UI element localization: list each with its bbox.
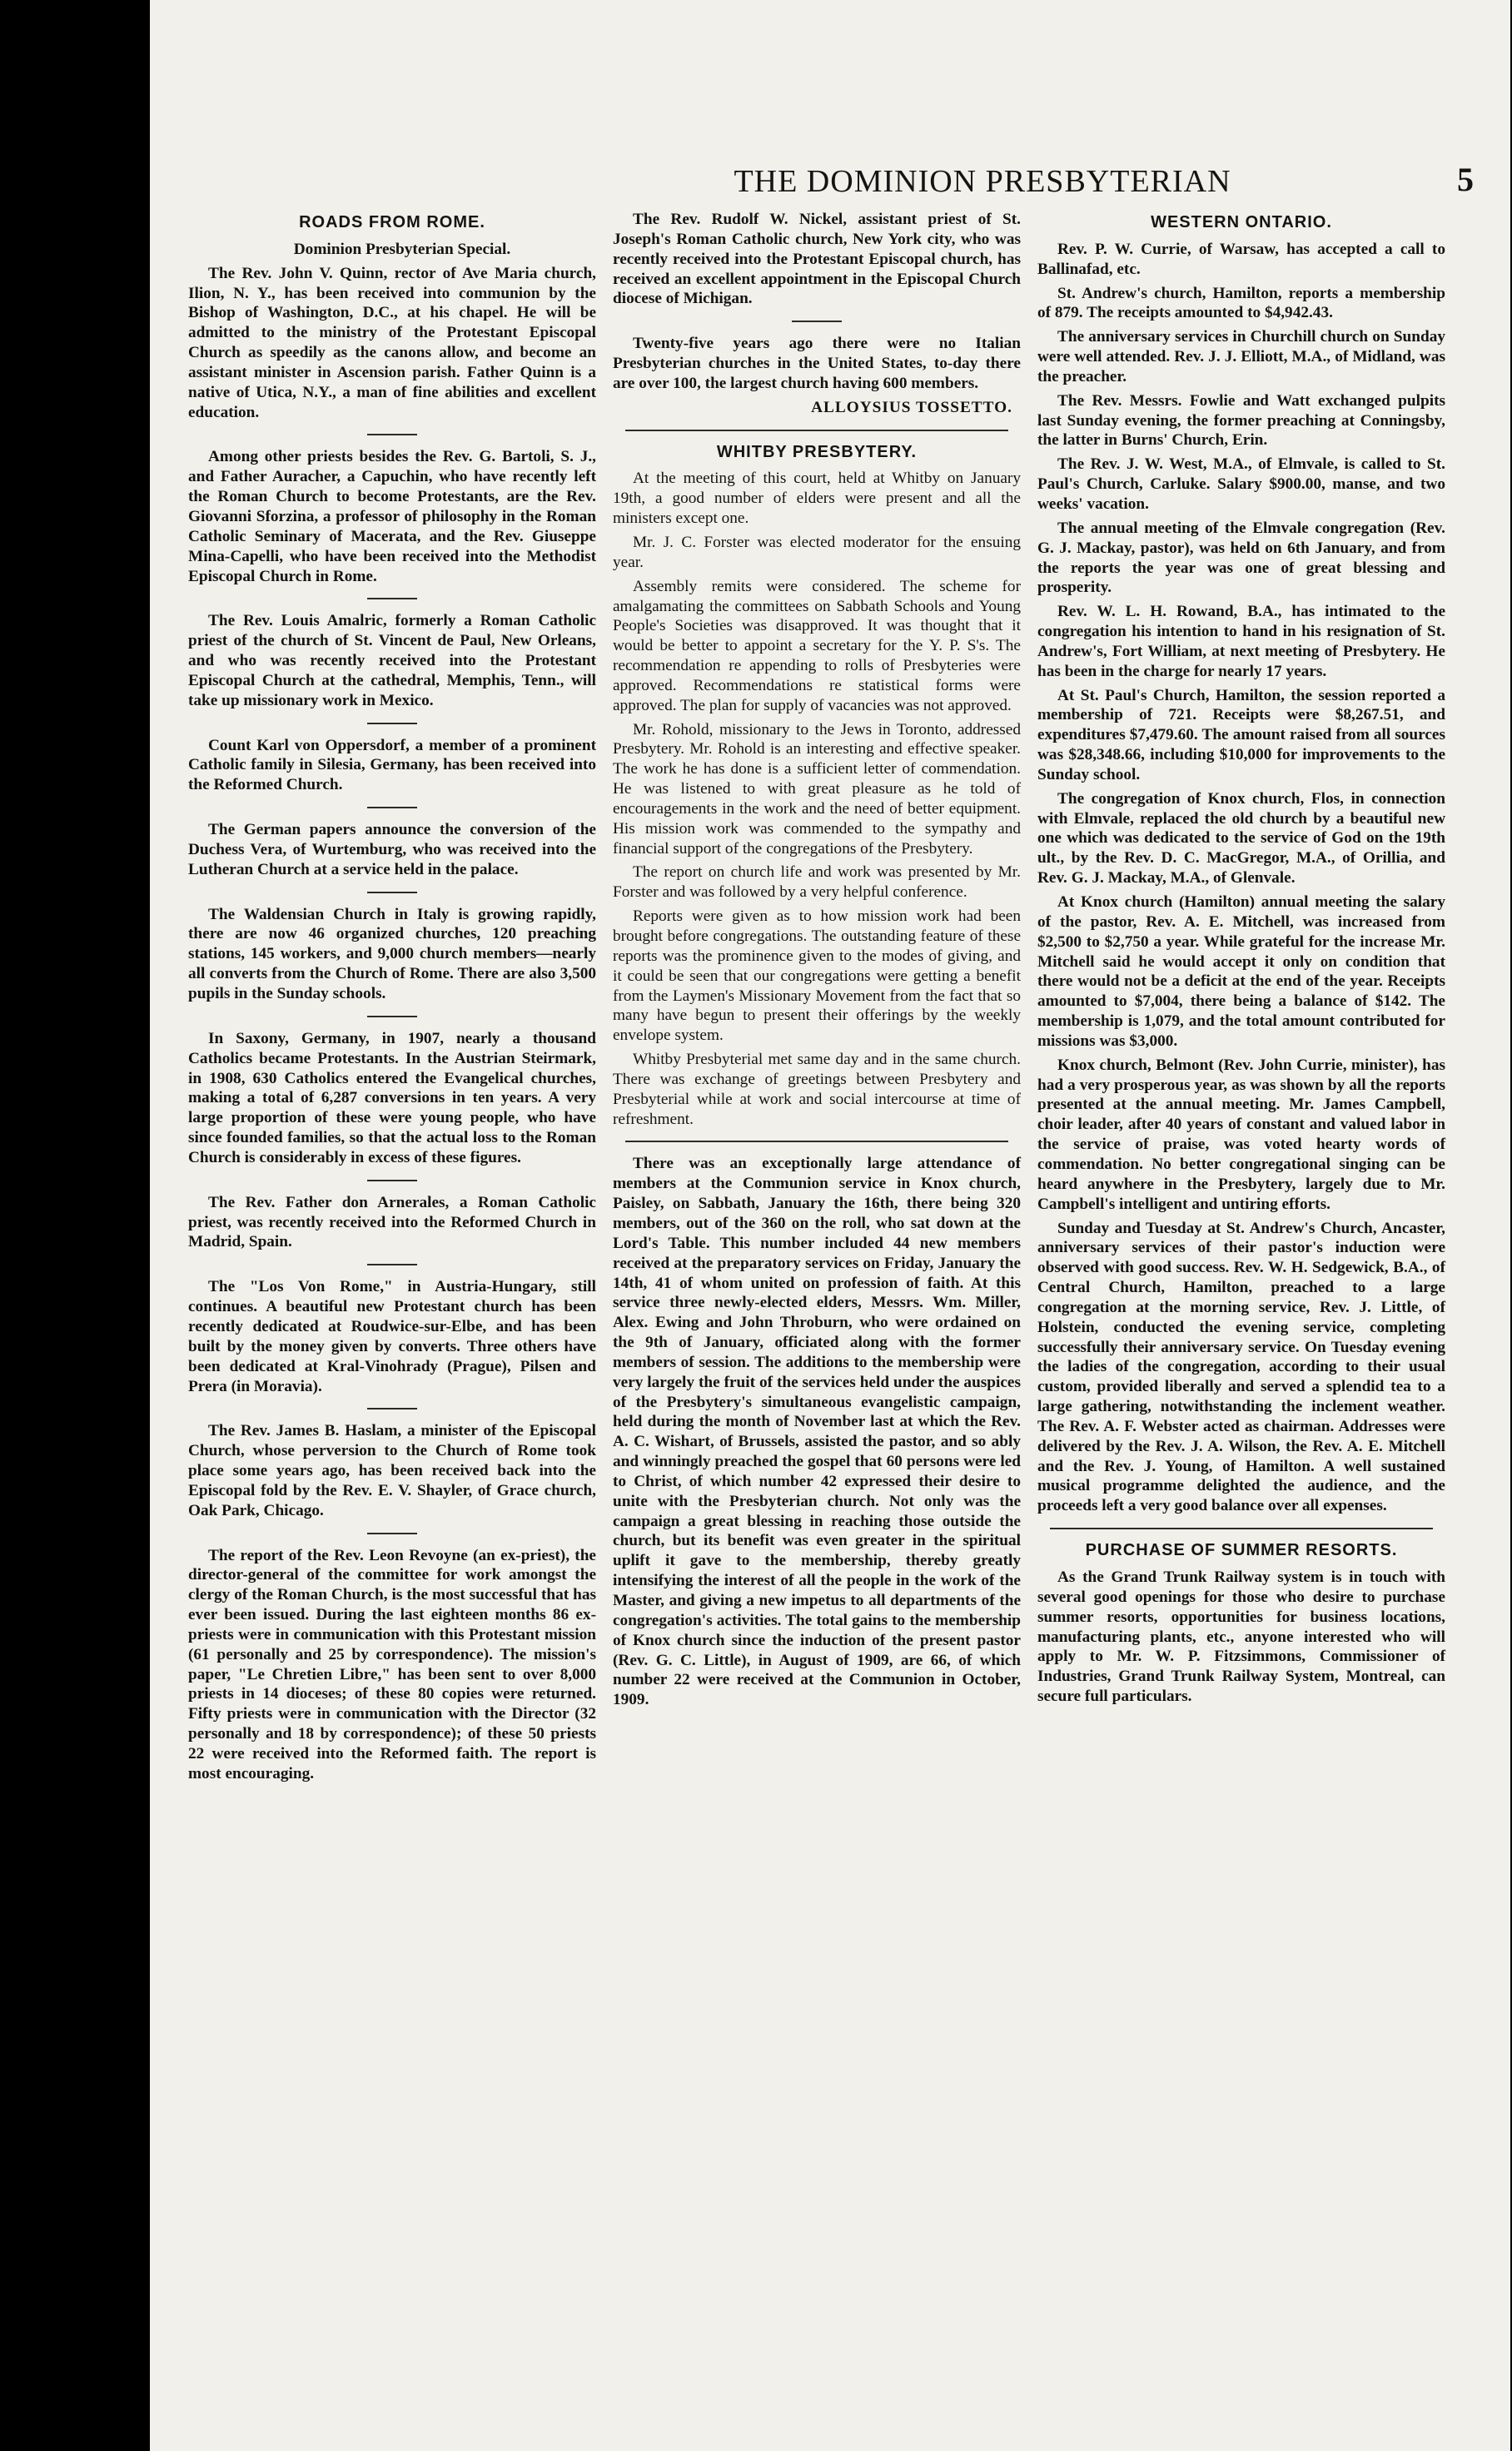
news-item: The Rev. Rudolf W. Nickel, assistant priest of St. Joseph's Roman Catholic church, New York city, who was recently received into the Protestant Episcopal church, has received an excellent appointment in the Episcopal Church diocese of Michigan. (613, 211, 1021, 308)
section-heading: ROADS FROM ROME. (299, 213, 485, 231)
news-item: The Rev. John V. Quinn, rector of Ave Maria church, Ilion, N. Y., has been received into communion by the Bishop of Washington, D.C., at his chapel. He will be admitted to the ministry of the Protestant Episcopal Church as speedily as the canons allow, and become an assistant minister in Ascension parish. Father Quinn is a native of Utica, N.Y., a man of fine abilities and excellent education. (188, 264, 596, 421)
section-rule (1050, 1528, 1433, 1529)
news-item: The report of the Rev. Leon Revoyne (an ex-priest), the director-general of the committee for work amongst the clergy of the Roman Church, is the most successful that has ever been issued. During the last eighteen months 86 ex-priests were in communication with this Protestant mission (61 personally and 25 by correspondence). The mission's paper, "Le Chretien Libre," has been sent to over 8,000 priests in 14 dioceses; of these 80 copies were returned. Fifty priests were in communication with the Director (32 personally and 18 by correspondence); of these 50 priests 22 were received into the Reformed faith. The report is most encouraging. (188, 1546, 596, 1782)
news-item: The "Los Von Rome," in Austria-Hungary, still continues. A beautiful new Protestant church has been recently dedicated at Roudwice-sur-Elbe, and has been built by the money given by converts. Three others have been dedicated at Kral-Vinohrady (Prague), Pilsen and Prera (in Moravia). (188, 1278, 596, 1395)
news-item: Count Karl von Oppersdorf, a member of a prominent Catholic family in Silesia, Germany, has been received into the Reformed Church. (188, 736, 596, 794)
news-item: Reports were given as to how mission work had been brought before congregations. The outstanding feature of these reports was the prominence given to the modes of giving, and it could be seen that our congregations were getting a benefit from the Laymen's Missionary Movement from the fact that so many have begun to present their offerings by the weekly envelope system. (613, 907, 1021, 1045)
news-item: Mr. Rohold, missionary to the Jews in Toronto, addressed Presbytery. Mr. Rohold is an interesting and effective speaker. The work he has done is a sufficient letter of commendation. He was listened to with great pleasure as he told of encouragements in the work and the need of better equipment. His mission work was commended to the sympathy and financial support of the congregations of the Presbytery. (613, 720, 1021, 858)
news-item: At the meeting of this court, held at Whitby on January 19th, a good number of elders were present and all the ministers except one. (613, 470, 1021, 528)
section-rule (625, 1141, 1008, 1142)
section-subheading: Dominion Presbyterian Special. (293, 240, 511, 258)
page-number: 5 (1457, 161, 1474, 198)
column-whitby-presbytery (613, 210, 1021, 1714)
divider (367, 1016, 417, 1017)
news-item: The Rev. Father don Arnerales, a Roman Catholic priest, was recently received into the Reformed Church in Madrid, Spain. (188, 1193, 596, 1251)
section-rule (625, 430, 1008, 431)
news-item: At St. Paul's Church, Hamilton, the session reported a membership of 721. Receipts were $8,267.51, and expenditures $7,479.60. The amount raised from all sources was $28,348.66, including $10,000 for improvements to the Sunday school. (1037, 686, 1445, 783)
section-heading: WESTERN ONTARIO. (1151, 213, 1332, 231)
news-item: The Rev. J. W. West, M.A., of Elmvale, is called to St. Paul's Church, Carluke. Salary $900.00, manse, and two weeks' vacation. (1037, 455, 1445, 513)
divider (367, 434, 417, 435)
section-heading: PURCHASE OF SUMMER RESORTS. (1085, 1541, 1398, 1560)
column-western-ontario (1037, 210, 1445, 1711)
divider (367, 1408, 417, 1409)
news-item: Whitby Presbyterial met same day and in the same church. There was exchange of greetings between Presbytery and Presbyterial while at work and social intercourse at time of refreshment. (613, 1051, 1021, 1128)
news-item: In Saxony, Germany, in 1907, nearly a thousand Catholics became Protestants. In the Austrian Steirmark, in 1908, 630 Catholics entered the Evangelical churches, making a total of 6,287 conversions in ten years. A very large proportion of these were young people, who have since founded families, so that the actual loss to the Roman Church is considerably in excess of these figures. (188, 1029, 596, 1166)
news-item: St. Andrew's church, Hamilton, reports a membership of 879. The receipts amounted to $4,942.43. (1037, 284, 1445, 322)
divider (367, 1180, 417, 1181)
divider (367, 892, 417, 893)
news-item: The annual meeting of the Elmvale congregation (Rev. G. J. Mackay, pastor), was held on 6th January, and from the reports the year was one of great blessing and prosperity. (1037, 519, 1445, 597)
news-item: There was an exceptionally large attendance of members at the Communion service in Knox church, Paisley, on Sabbath, January the 16th, there being 320 members, out of the 360 on the roll, who sat down at the Lord's Table. This number included 44 new members received at the preparatory services on Friday, January the 14th, 41 of whom united on profession of faith. At this service three newly-elected elders, Messrs. Wm. Miller, Alex. Ewing and John Throburn, who were ordained on the 9th of January, officiated along with the former members of session. The additions to the membership were very largely the fruit of the services held under the auspices of the Presbytery's simultaneous evangelistic campaign, held during the month of November last at which the Rev. A. C. Wishart, of Brussels, assisted the pastor, and so ably and winningly preached the gospel that 60 persons were led to Christ, of which number 42 expressed their desire to unite with the Presbyterian church. Not only was the campaign a great blessing in reaching those outside the church, but its benefit was even greater in the spiritual uplift it gave to the membership, thereby greatly intensifying the interest of all the people in the work of the Master, and giving a new impetus to all departments of the congregation's activities. The total gains to the membership of Knox church since the induction of the present pastor (Rev. G. C. Little), in August of 1909, are 66, of which number 22 were received at the Communion in October, 1909. (613, 1155, 1021, 1709)
news-item: Twenty-five years ago there were no Italian Presbyterian churches in the United States, to-day there are over 100, the largest church having 600 members. (613, 335, 1021, 392)
news-item: At Knox church (Hamilton) annual meeting the salary of the pastor, Rev. A. E. Mitchell, was increased from $2,500 to $2,750 a year. While grateful for the increase Mr. Mitchell said he would accept it only on condition that there would not be a deficit at the end of the year. Receipts amounted to $7,004, there being a balance of $142. The membership is 1,079, and the total amount contributed for missions was $3,000. (1037, 893, 1445, 1050)
newspaper-page (150, 0, 1510, 2451)
news-item: Rev. W. L. H. Rowand, B.A., has intimated to the congregation his intention to hand in his resignation of St. Andrew's, Fort William, at next meeting of Presbytery. He has been in the charge for nearly 17 years. (1037, 603, 1445, 680)
news-item: The report on church life and work was presented by Mr. Forster and was followed by a very helpful conference. (613, 863, 1021, 902)
divider (367, 598, 417, 599)
news-item: The Rev. Messrs. Fowlie and Watt exchanged pulpits last Sunday evening, the former preaching at Conningsby, the latter in Burns' Church, Erin. (1037, 391, 1445, 450)
news-item: Assembly remits were considered. The scheme for amalgamating the committees on Sabbath Schools and Young People's Societies was disapproved. It was thought that it would be better to appoint a secretary for the Y. P. S's. The recommendation re appending to rolls of Presbyteries were approved. Recommendations re statistical forms were approved. The plan for supply of vacancies was not approved. (613, 577, 1021, 714)
column-roads-from-rome (188, 210, 596, 1788)
news-item: The congregation of Knox church, Flos, in connection with Elmvale, replaced the old church by a beautiful new one which was dedicated to the service of God on the 19th ult., by the Rev. D. C. MacGregor, M.A., of Orillia, and Rev. G. J. Mackay, M.A., of Glenvale. (1037, 789, 1445, 887)
news-item: The Waldensian Church in Italy is growing rapidly, there are now 46 organized churches, 120 preaching stations, 145 workers, and 9,000 church members—nearly all converts from the Church of Rome. There are also 3,500 pupils in the Sunday schools. (188, 905, 596, 1002)
news-item: The Rev. Louis Amalric, formerly a Roman Catholic priest of the church of St. Vincent de Paul, New Orleans, and who was recently received into the Protestant Episcopal Church at the cathedral, Memphis, Tenn., will take up missionary work in Mexico. (188, 612, 596, 709)
news-item: Knox church, Belmont (Rev. John Currie, minister), has had a very prosperous year, as was shown by all the reports presented at the annual meeting. Mr. James Campbell, choir leader, after 40 years of constant and valued labor in the service of praise, was voted hearty words of commendation. No better congregational singing can be heard anywhere in the Presbytery, largely due to Mr. Campbell's intelligent and untiring efforts. (1037, 1056, 1445, 1213)
news-item: Rev. P. W. Currie, of Warsaw, has accepted a call to Ballinafad, etc. (1037, 240, 1445, 278)
divider (367, 723, 417, 724)
divider (792, 321, 842, 322)
news-item: The anniversary services in Churchill church on Sunday were well attended. Rev. J. J. Elliott, M.A., of Midland, was the preacher. (1037, 328, 1445, 385)
news-item: Among other priests besides the Rev. G. Bartoli, S. J., and Father Auracher, a Capuchin, who have recently left the Roman Church to become Protestants, are the Rev. Giovanni Sforzina, a professor of philosophy in the Roman Catholic Seminary of Macerata, and the Rev. Giuseppe Mina-Capelli, who have been received into the Methodist Episcopal Church in Rome. (188, 448, 596, 585)
section-heading: WHITBY PRESBYTERY. (716, 442, 918, 461)
news-item: Mr. J. C. Forster was elected moderator for the ensuing year. (613, 533, 1021, 571)
masthead: THE DOMINION PRESBYTERIAN (734, 164, 1231, 199)
news-item: Sunday and Tuesday at St. Andrew's Church, Ancaster, anniversary services of their pastor's induction were observed with good success. Rev. W. H. Sedgewick, B.A., of Central Church, Hamilton, preached to a large congregation at the morning service, Rev. J. Little, of Holstein, conducted the evening service, completing successfully their anniversary service. On Tuesday evening the ladies of the congregation, according to their usual custom, provided liberally and served a splendid tea to a large gathering, notwithstanding the inclement weather. The Rev. A. F. Webster acted as chairman. Addresses were delivered by the Rev. J. A. Wilson, the Rev. A. E. Mitchell and the Rev. J. Young, of Hamilton. A well sustained musical programme delighted the audience, and the proceeds left a very good balance over all expenses. (1037, 1219, 1445, 1515)
divider (367, 1264, 417, 1265)
advertisement-text: As the Grand Trunk Railway system is in touch with several good openings for those who desire to purchase summer resorts, opportunities for business locations, manufacturing plants, etc., anyone interested who will apply to Mr. W. P. Fitzsimmons, Commissioner of Industries, Grand Trunk Railway System, Montreal, can secure full particulars. (1037, 1569, 1445, 1706)
divider (367, 807, 417, 808)
news-item: The Rev. James B. Haslam, a minister of the Episcopal Church, whose perversion to the Church of Rome took place some years ago, has been received back into the Episcopal fold by the Rev. E. V. Shayler, of Grace church, Oak Park, Chicago. (188, 1422, 596, 1519)
news-item: The German papers announce the conversion of the Duchess Vera, of Wurtemburg, who was received into the Lutheran Church at a service held in the palace. (188, 821, 596, 878)
signature: ALLOYSIUS TOSSETTO. (811, 398, 1012, 416)
divider (367, 1533, 417, 1534)
